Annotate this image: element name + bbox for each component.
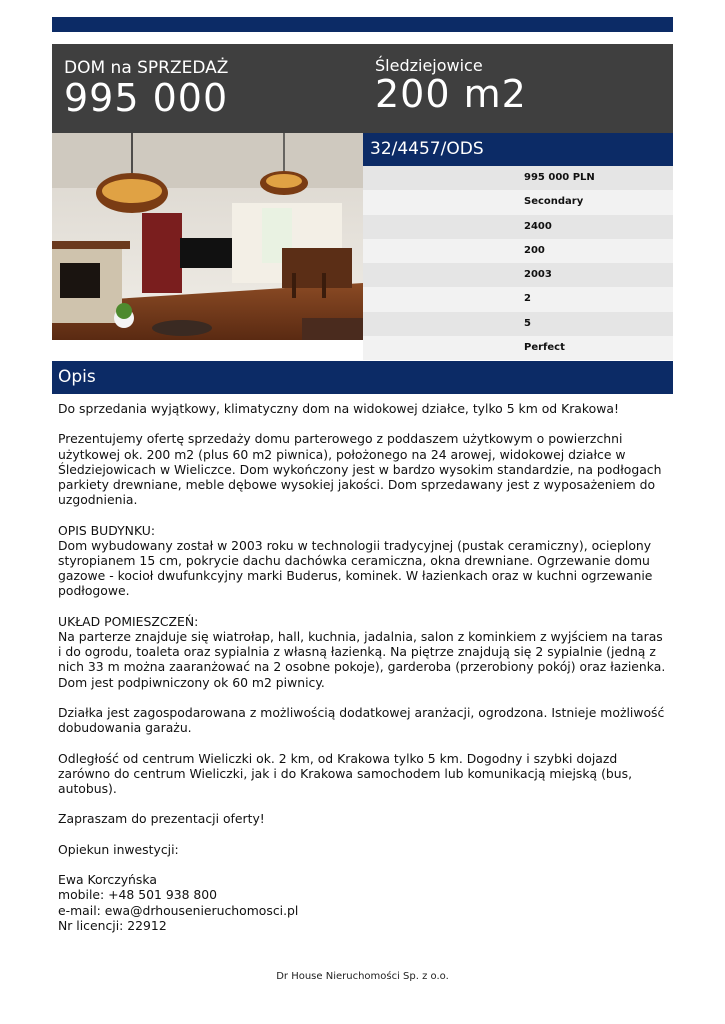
description-paragraph: Odległość od centrum Wieliczki ok. 2 km, od Krakowa tylko 5 km. Dogodny i szybki dojazd zarówno do centrum Wieliczki, jak i do Krakowa samochodem lub komunikacją miejską (bus, autobus).: [58, 750, 633, 796]
description-paragraph: Opiekun inwestycji:: [58, 841, 179, 857]
top-accent-bar: [52, 17, 673, 32]
listing-type: DOM na SPRZEDAŻ: [64, 58, 229, 78]
description-paragraph: [58, 523, 670, 599]
section-heading: OPIS BUDYNKU:: [58, 522, 155, 538]
description-body: [58, 401, 670, 933]
detail-usable-area: 200: [363, 239, 673, 263]
detail-rooms: 5: [363, 312, 673, 336]
agent-name: Ewa Korczyńska: [58, 872, 157, 888]
agent-mobile: mobile: +48 501 938 800: [58, 887, 218, 903]
property-photo: [52, 133, 363, 340]
listing-price: 995 000: [64, 76, 229, 120]
listing-location: Śledziejowice: [375, 56, 483, 75]
property-details-table: [363, 166, 673, 360]
description-paragraph: [58, 614, 670, 690]
description-paragraph: Prezentujemy ofertę sprzedaży domu parterowego z poddaszem użytkowym o powierzchni użytkowej ok. 200 m2 (plus 60 m2 piwnica), położonego na 24 arowej, widokowej działce w Śledziejowicach w Wieliczce. Dom wykończony jest w bardzo wysokim standardzie, na podłogach parkiety drewniane, meble dębowe wysokiej jakości. Dom sprzedawany jest z wyposażeniem do uzgodnienia.: [58, 431, 662, 508]
detail-plot-area: 2400: [363, 215, 673, 239]
detail-condition: Perfect: [363, 336, 673, 360]
reference-number: 32/4457/ODS: [363, 133, 673, 166]
detail-price: 995 000 PLN: [363, 166, 673, 190]
listing-area: 200 m2: [375, 72, 527, 116]
description-paragraph: Do sprzedania wyjątkowy, klimatyczny dom na widokowej działce, tylko 5 km od Krakowa!: [58, 401, 619, 416]
detail-floors: 2: [363, 287, 673, 311]
detail-year-built: 2003: [363, 263, 673, 287]
description-paragraph: Działka jest zagospodarowana z możliwością dodatkowej aranżacji, ogrodzona. Istnieje możliwość dobudowania garażu.: [58, 705, 665, 736]
agent-contact: [58, 872, 670, 933]
company-footer: Dr House Nieruchomości Sp. z o.o.: [276, 971, 449, 982]
section-heading: UKŁAD POMIESZCZEŃ:: [58, 613, 199, 629]
agent-license: Nr licencji: 22912: [58, 917, 167, 933]
description-section-title: Opis: [52, 361, 673, 394]
section-text: Dom wybudowany został w 2003 roku w technologii tradycyjnej (pustak ceramiczny), ocieplony styropianem 15 cm, pokrycie dachu dachówka ceramiczna, okna drewniane. Ogrzewanie domu gazowe - kocioł dwufunkcyjny marki Buderus, kominek. W łazienkach oraz w kuchni ogrzewanie podłogowe.: [58, 537, 653, 599]
detail-market: Secondary: [363, 190, 673, 214]
description-paragraph: Zapraszam do prezentacji oferty!: [58, 811, 265, 827]
listing-header: [52, 44, 673, 133]
agent-email: e-mail: ewa@drhousenieruchomosci.pl: [58, 902, 299, 918]
section-text: Na parterze znajduje się wiatrołap, hall, kuchnia, jadalnia, salon z kominkiem z wyjściem na taras i do ogrodu, toaleta oraz sypialnia z własną łazienką. Na piętrze znajdują się 2 sypialnie (jedną z nich 33 m można zaaranżować na 2 osobne pokoje), garderoba (przerobiony pokój) oraz łazienka. Dom jest podpiwniczony ok 60 m2 piwnicy.: [58, 629, 666, 690]
